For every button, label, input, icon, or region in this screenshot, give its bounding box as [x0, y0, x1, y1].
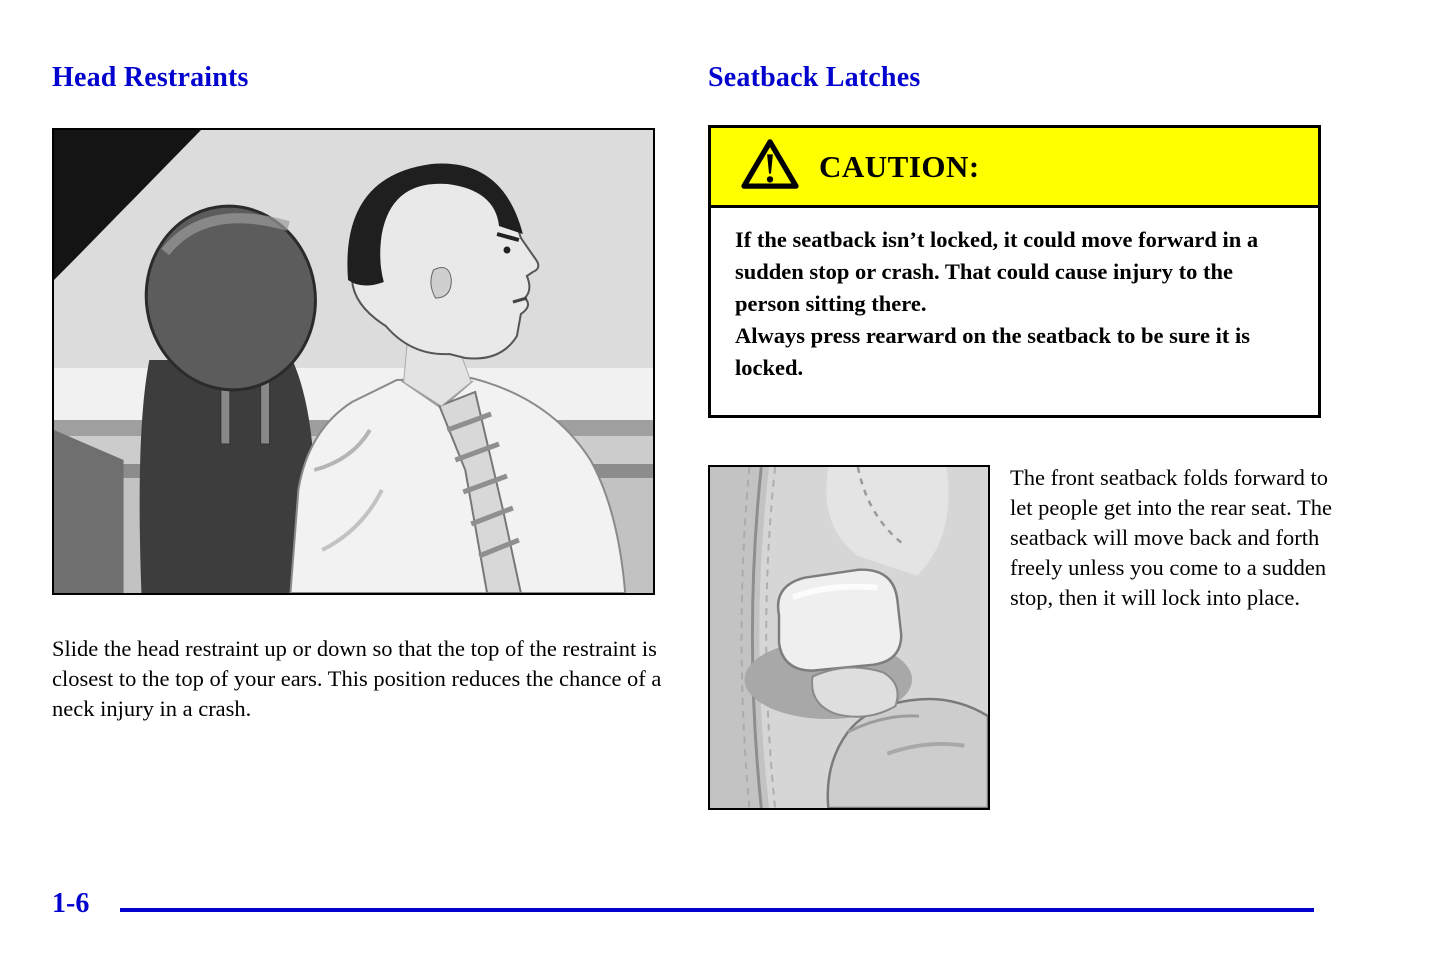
caution-label: CAUTION:: [819, 148, 980, 184]
caution-box: [708, 125, 1321, 418]
section-heading-seatback-latches: Seatback Latches: [708, 62, 921, 93]
caution-text: [711, 208, 1318, 384]
head-restraint-drawing: [54, 130, 653, 593]
caution-paragraph-1: If the seatback isn’t locked, it could move forward in a sudden stop or crash. That could cause injury to the person sitting there.: [735, 227, 1259, 316]
page-number: 1-6: [52, 888, 90, 919]
warning-triangle-icon: [741, 138, 799, 195]
head-restraints-paragraph: Slide the head restraint up or down so that the top of the restraint is closest to the top of your ears. This position reduces the chance of a neck injury in a crash.: [52, 636, 662, 721]
seatback-latch-image: [710, 467, 988, 808]
section-heading-head-restraints: Head Restraints: [52, 62, 249, 93]
footer-rule: [120, 908, 1314, 912]
head-restraint-illustration: [52, 128, 655, 595]
caution-header: [711, 128, 1318, 208]
seatback-latch-paragraph: The front seatback folds forward to let people get into the rear seat. The seatback will move back and forth freely unless you come to a sudden stop, then it will lock into place.: [1010, 465, 1332, 610]
caution-paragraph-2: Always press rearward on the seatback to be sure it is locked.: [735, 323, 1250, 380]
seatback-latch-photo: [708, 465, 990, 810]
